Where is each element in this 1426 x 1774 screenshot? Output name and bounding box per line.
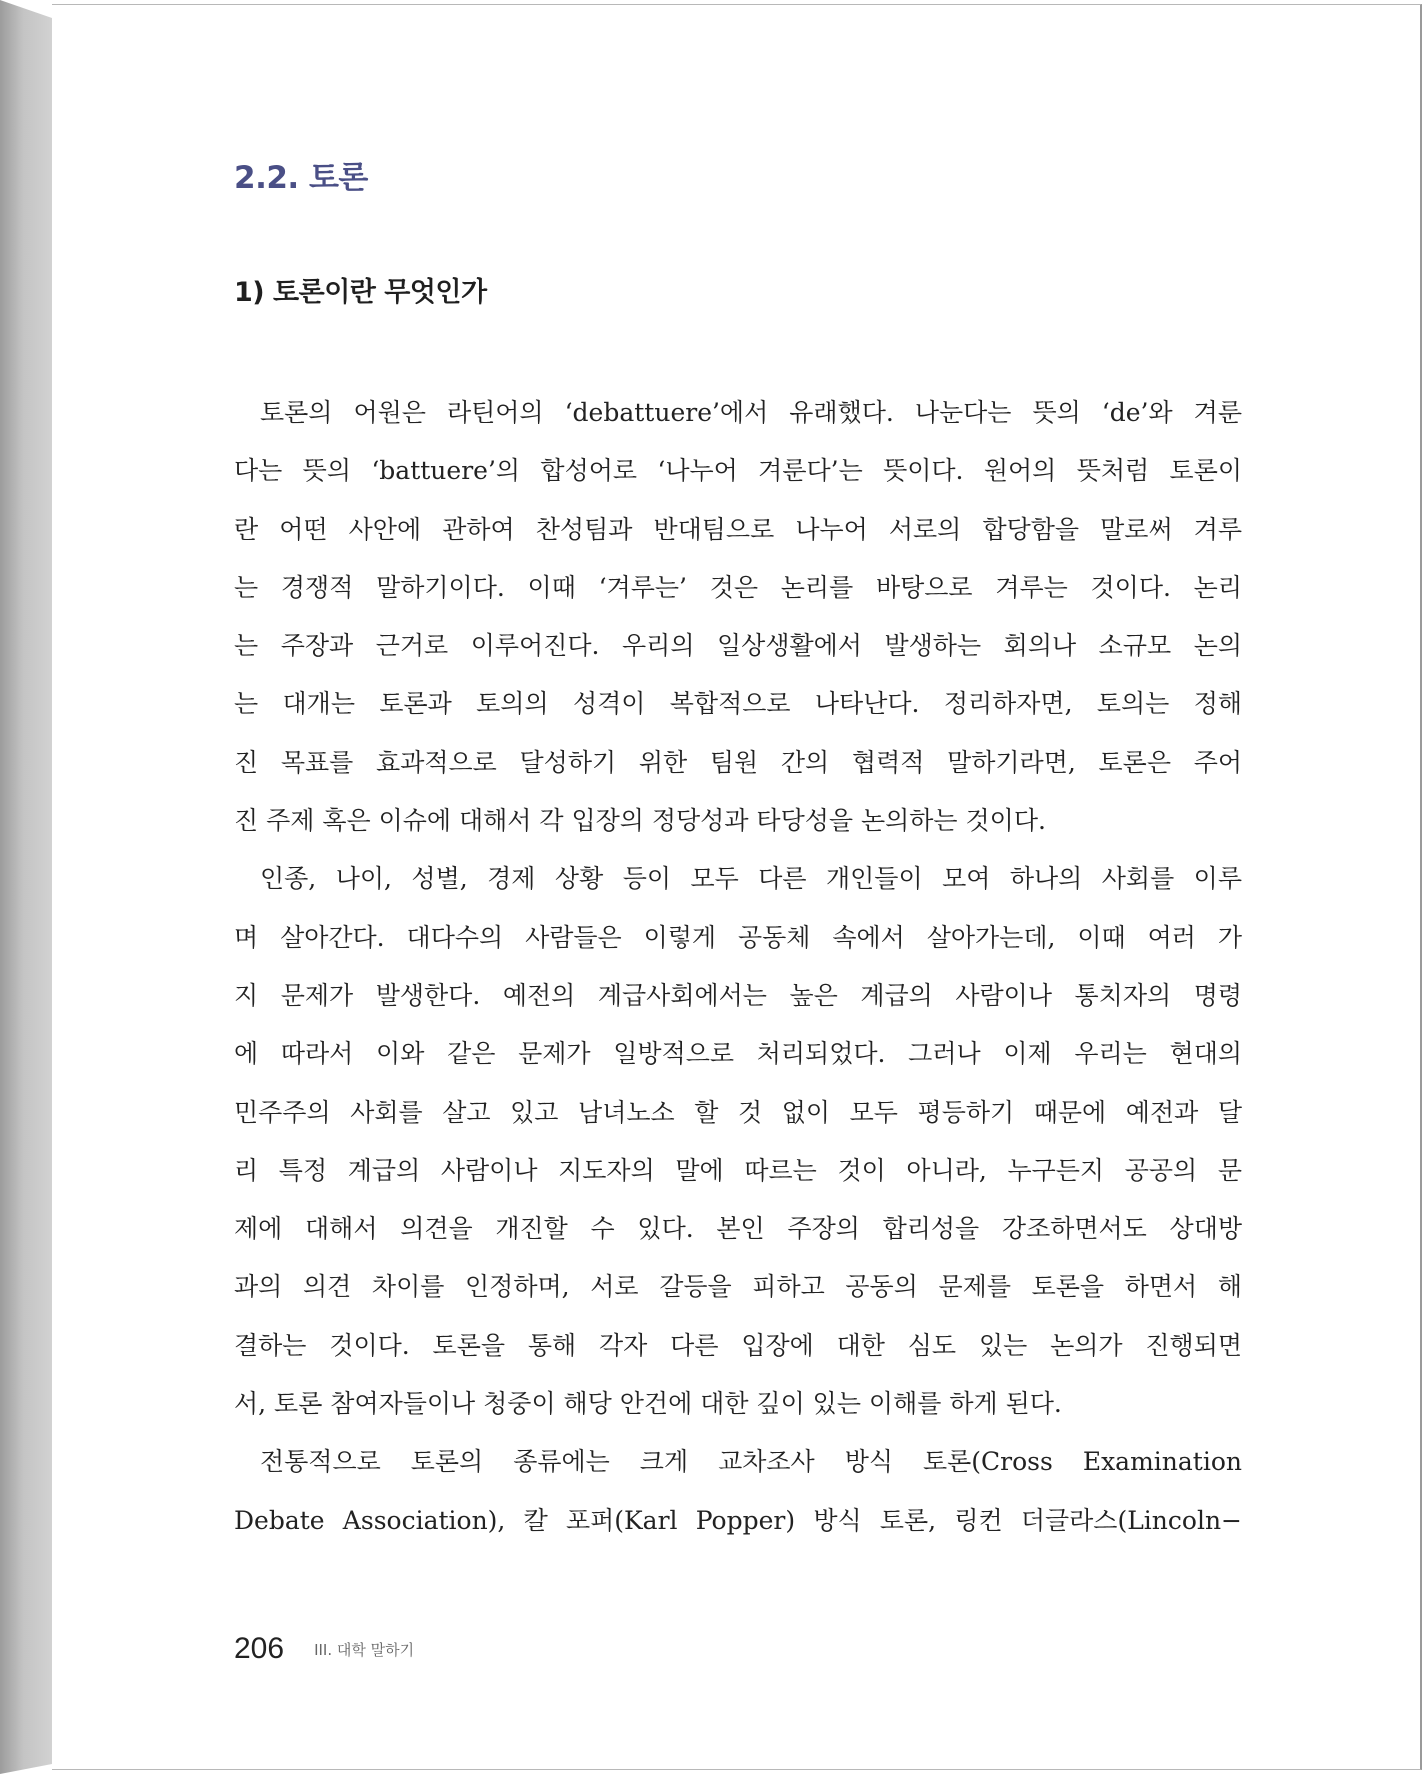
section-title: 2.2. 토론	[234, 160, 368, 196]
book-spine	[0, 0, 52, 1774]
text-line: 는 경쟁적 말하기이다. 이때 ‘겨루는’ 것은 논리를 바탕으로 겨루는 것이다. 논리	[234, 572, 1242, 602]
text-line: 다는 뜻의 ‘battuere’의 합성어로 ‘나누어 겨룬다’는 뜻이다. 원어의 뜻처럼 토론이	[234, 456, 1242, 486]
text-line: 제에 대해서 의견을 개진할 수 있다. 본인 주장의 합리성을 강조하면서도 상대방	[234, 1214, 1242, 1244]
page-footer	[234, 1632, 414, 1672]
page-number: 206	[234, 1632, 285, 1665]
text-line: 는 대개는 토론과 토의의 성격이 복합적으로 나타난다. 정리하자면, 토의는 정해	[234, 689, 1242, 719]
text-line: 며 살아간다. 대다수의 사람들은 이렇게 공동체 속에서 살아가는데, 이때 여러 가	[234, 922, 1242, 952]
sub-title: 1) 토론이란 무엇인가	[234, 277, 487, 308]
text-line: 지 문제가 발생한다. 예전의 계급사회에서는 높은 계급의 사람이나 통치자의 명령	[234, 980, 1242, 1010]
body-text	[234, 384, 1242, 1550]
text-line: 서, 토론 참여자들이나 청중이 해당 안건에 대한 깊이 있는 이해를 하게 된다.	[234, 1389, 1062, 1419]
chapter-label: III. 대학 말하기	[314, 1640, 415, 1659]
text-line: 민주주의 사회를 살고 있고 남녀노소 할 것 없이 모두 평등하기 때문에 예전과 달	[234, 1097, 1242, 1127]
text-line: 전통적으로 토론의 종류에는 크게 교차조사 방식 토론(Cross Examination	[260, 1447, 1242, 1477]
text-line: 는 주장과 근거로 이루어진다. 우리의 일상생활에서 발생하는 회의나 소규모 논의	[234, 631, 1242, 661]
text-line: 란 어떤 사안에 관하여 찬성팀과 반대팀으로 나누어 서로의 합당함을 말로써 겨루	[234, 514, 1242, 544]
text-line: 과의 의견 차이를 인정하며, 서로 갈등을 피하고 공동의 문제를 토론을 하면서 해	[234, 1272, 1242, 1302]
text-line: Debate Association), 칼 포퍼(Karl Popper) 방식 토론, 링컨 더글라스(Lincoln−	[234, 1505, 1242, 1535]
text-line: 진 주제 혹은 이슈에 대해서 각 입장의 정당성과 타당성을 논의하는 것이다.	[234, 806, 1046, 836]
text-line: 진 목표를 효과적으로 달성하기 위한 팀원 간의 협력적 말하기라면, 토론은 주어	[234, 747, 1242, 777]
text-line: 에 따라서 이와 같은 문제가 일방적으로 처리되었다. 그러나 이제 우리는 현대의	[234, 1039, 1242, 1069]
text-line: 인종, 나이, 성별, 경제 상황 등이 모두 다른 개인들이 모여 하나의 사회를 이루	[260, 864, 1242, 894]
text-line: 토론의 어원은 라틴어의 ‘debattuere’에서 유래했다. 나눈다는 뜻의 ‘de’와 겨룬	[260, 398, 1242, 427]
text-line: 리 특정 계급의 사람이나 지도자의 말에 따르는 것이 아니라, 누구든지 공공의 문	[234, 1155, 1242, 1185]
text-line: 결하는 것이다. 토론을 통해 각자 다른 입장에 대한 심도 있는 논의가 진행되면	[234, 1330, 1242, 1360]
